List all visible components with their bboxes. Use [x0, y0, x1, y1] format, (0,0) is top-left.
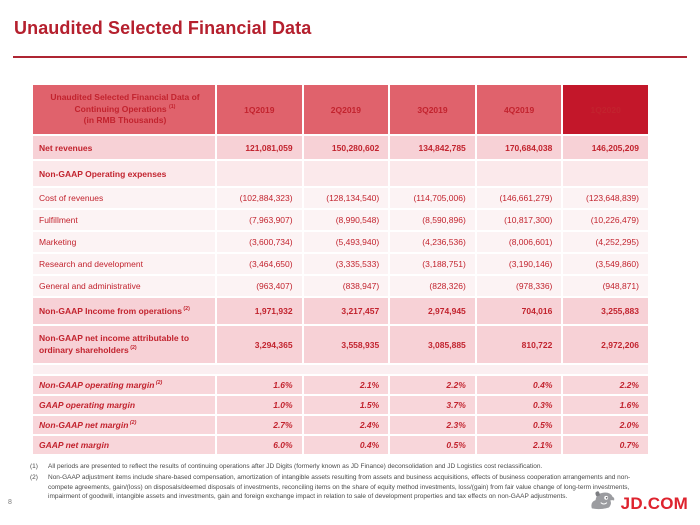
cell-value — [390, 161, 477, 186]
cell-value: (838,947) — [304, 276, 391, 296]
cell-value: 134,842,785 — [390, 136, 477, 159]
table-row — [33, 416, 648, 436]
table-row — [33, 232, 648, 254]
cell-value: (8,590,896) — [390, 210, 477, 230]
cell-value: (948,871) — [602, 281, 639, 291]
cell-value: 1.6% — [217, 376, 304, 394]
jd-logo-text: JD.COM — [620, 493, 688, 513]
column-header-3q2019: 3Q2019 — [390, 85, 477, 134]
cell-value: 0.3% — [477, 396, 564, 414]
table-row — [33, 376, 648, 396]
table-row — [33, 276, 648, 298]
row-label: Fulfillment — [33, 210, 217, 230]
cell-value: 3,217,457 — [304, 298, 391, 324]
cell-value: 704,016 — [477, 298, 564, 324]
cell-value: 0.7% — [619, 440, 639, 450]
cell-value: 0.4% — [304, 436, 391, 454]
cell-value: (3,188,751) — [390, 254, 477, 274]
cell-value: 3,255,883 — [601, 306, 639, 316]
title-divider — [13, 56, 687, 58]
cell-value: (102,884,323) — [217, 188, 304, 208]
page-title: Unaudited Selected Financial Data — [14, 18, 312, 38]
cell-value: (828,326) — [390, 276, 477, 296]
table-row — [33, 210, 648, 232]
cell-value: (8,990,548) — [304, 210, 391, 230]
table-spacer-row — [33, 365, 648, 376]
cell-value: (123,648,839) — [586, 193, 639, 203]
row-label: Non-GAAP net margin $^{(2)}$ — [33, 416, 217, 434]
footnote-1 — [30, 462, 640, 472]
cell-value: (7,963,907) — [217, 210, 304, 230]
jd-logo — [587, 489, 688, 518]
cell-value: (10,226,479) — [590, 215, 639, 225]
table-row — [33, 161, 648, 188]
cell-value: (963,407) — [217, 276, 304, 296]
cell-value: (10,817,300) — [477, 210, 564, 230]
footnote-number: (2) — [30, 473, 38, 481]
column-header-4q2019: 4Q2019 — [477, 85, 564, 134]
cell-value: 1.0% — [217, 396, 304, 414]
table-row — [33, 396, 648, 416]
cell-value: (146,661,279) — [477, 188, 564, 208]
footnote-number: (1) — [30, 463, 38, 470]
cell-value: 2,972,206 — [601, 339, 639, 350]
row-label: Cost of revenues — [33, 188, 217, 208]
cell-value: 3.7% — [390, 396, 477, 414]
table-header-row — [33, 85, 648, 136]
cell-value — [563, 161, 648, 186]
cell-value: 1,971,932 — [217, 298, 304, 324]
table-row — [33, 188, 648, 210]
cell-value: 150,280,602 — [304, 136, 391, 159]
cell-value: 2,974,945 — [390, 298, 477, 324]
cell-value: (5,493,940) — [304, 232, 391, 252]
cell-value: 3,294,365 — [217, 326, 304, 363]
page-number: 8 — [8, 499, 12, 506]
cell-value: 0.5% — [390, 436, 477, 454]
cell-value: (128,134,540) — [304, 188, 391, 208]
cell-value — [304, 161, 391, 186]
row-label: Non-GAAP net income attributable to ordinary shareholders $^{(2)}$ — [33, 326, 217, 363]
cell-value: 146,205,209 — [591, 142, 639, 153]
cell-value: 6.0% — [217, 436, 304, 454]
row-label: GAAP net margin — [33, 436, 217, 454]
financial-table — [33, 85, 648, 456]
table-row — [33, 436, 648, 456]
row-label: Net revenues — [33, 136, 217, 159]
row-label: Research and development — [33, 254, 217, 274]
table-row — [33, 326, 648, 365]
row-label: Non-GAAP operating margin $^{(2)}$ — [33, 376, 217, 394]
row-label: GAAP operating margin — [33, 396, 217, 414]
row-label: Non-GAAP Income from operations $^{(2)}$ — [33, 298, 217, 324]
cell-value: 2.1% — [304, 376, 391, 394]
cell-value: (8,006,601) — [477, 232, 564, 252]
table-header-label — [33, 85, 217, 134]
cell-value: 2.0% — [619, 420, 639, 430]
cell-value: 2.1% — [477, 436, 564, 454]
cell-value: 0.5% — [477, 416, 564, 434]
cell-value — [477, 161, 564, 186]
column-header-1q2019: 1Q2019 — [217, 85, 304, 134]
cell-value: (4,236,536) — [390, 232, 477, 252]
cell-value: 2.2% — [390, 376, 477, 394]
cell-value: 2.7% — [217, 416, 304, 434]
footnotes — [30, 462, 640, 503]
cell-value: 2.2% — [619, 380, 639, 390]
cell-value: (3,190,146) — [477, 254, 564, 274]
cell-value — [217, 161, 304, 186]
cell-value: 3,558,935 — [304, 326, 391, 363]
row-label: General and administrative — [33, 276, 217, 296]
table-header-label-text: Unaudited Selected Financial Data of Continuing Operations $^{(1)}$ (in RMB Thousands) — [50, 91, 200, 126]
footnote-text: All periods are presented to reflect the results of continuing operations after JD Digits (formerly known as JD Finance) deconsolidation and JD Logistics cost reclassification. — [48, 463, 543, 470]
cell-value: 2.4% — [304, 416, 391, 434]
footnote-2 — [30, 473, 640, 502]
cell-value: (3,549,860) — [595, 259, 639, 269]
table-row — [33, 136, 648, 161]
table-row — [33, 254, 648, 276]
cell-value: 2.3% — [390, 416, 477, 434]
row-label: Non-GAAP Operating expenses — [33, 161, 217, 186]
cell-value: 3,085,885 — [390, 326, 477, 363]
table-row — [33, 298, 648, 326]
jd-dog-mascot-icon — [587, 489, 617, 518]
cell-value: 170,684,038 — [477, 136, 564, 159]
cell-value: 0.4% — [477, 376, 564, 394]
cell-value: 810,722 — [477, 326, 564, 363]
row-label: Marketing — [33, 232, 217, 252]
cell-value: 121,081,059 — [217, 136, 304, 159]
cell-value: (3,335,533) — [304, 254, 391, 274]
cell-value: (3,464,650) — [217, 254, 304, 274]
column-header-2q2019: 2Q2019 — [304, 85, 391, 134]
cell-value: (978,336) — [477, 276, 564, 296]
column-header-1q2020: 1Q2020 — [563, 85, 648, 134]
cell-value: (114,705,006) — [390, 188, 477, 208]
cell-value: 1.5% — [304, 396, 391, 414]
cell-value: (4,252,295) — [595, 237, 639, 247]
cell-value: (3,600,734) — [217, 232, 304, 252]
footnote-text: Non-GAAP adjustment items include share-based compensation, amortization of intangible assets resulting from assets and business acquisitions, effects of business cooperation arrangements and non-compete agreements, gain/(loss) on disposals/deemed disposals of investments, reconciling items on the share of equity method investments, loss/(gain) from fair value change of long-term investments, impairment of goodwill, intangible assets and investments, gain and foreign exchange impact in relation to sale of development properties and tax effects on non-GAAP adjustments. — [48, 473, 631, 501]
cell-value: 1.6% — [619, 400, 639, 410]
